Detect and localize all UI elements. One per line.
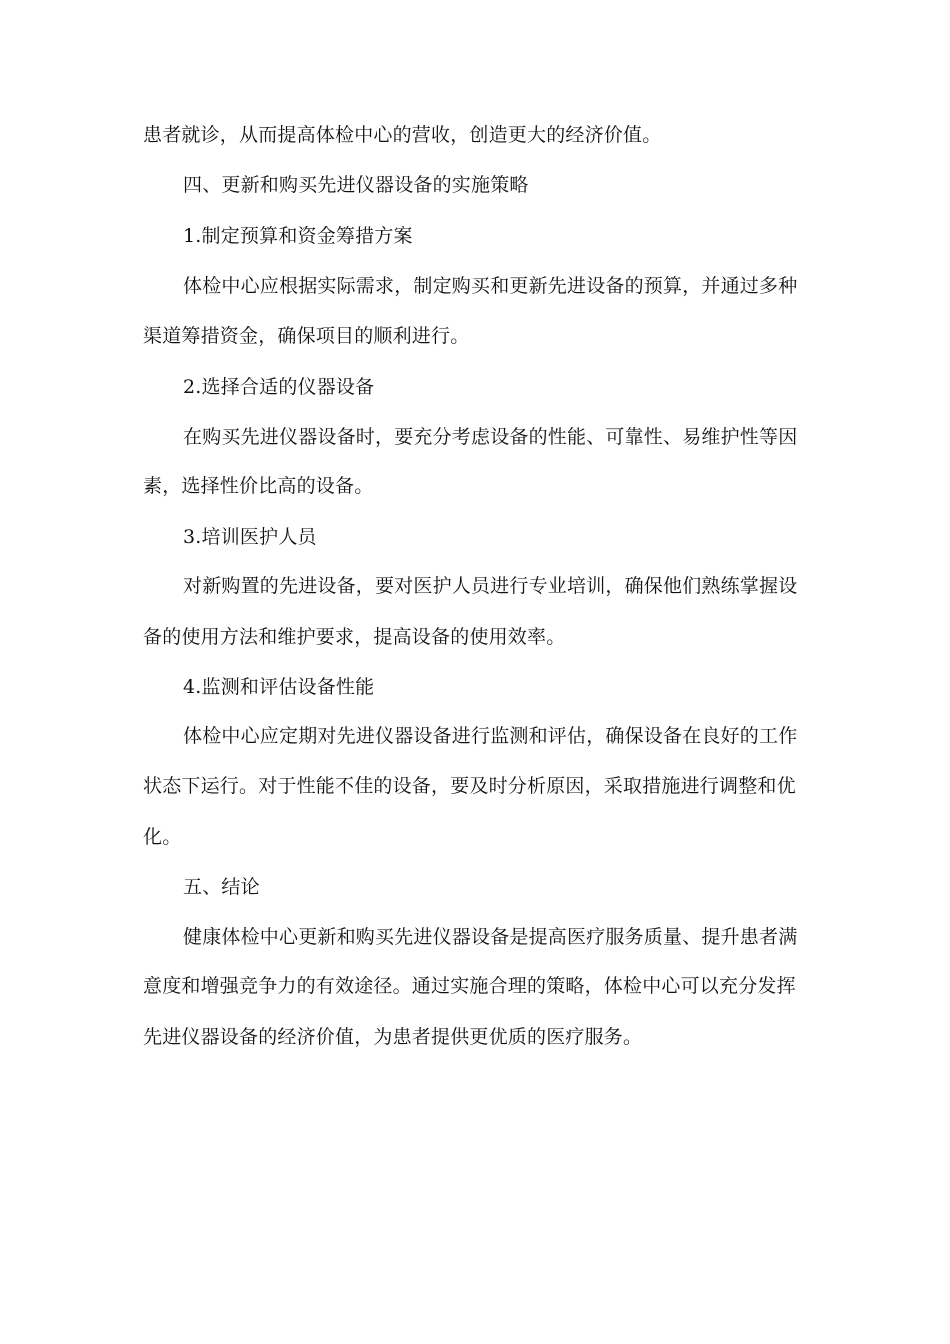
- paragraph-line: 体检中心应定期对先进仪器设备进行监测和评估，确保设备在良好的工作: [183, 725, 798, 747]
- paragraph-line: 备的使用方法和维护要求，提高设备的使用效率。: [143, 626, 566, 648]
- paragraph-line: 素，选择性价比高的设备。: [143, 475, 374, 497]
- subsection-heading: 3.培训医护人员: [183, 526, 317, 548]
- section-heading: 五、结论: [183, 876, 260, 898]
- paragraph-line: 对新购置的先进设备，要对医护人员进行专业培训，确保他们熟练掌握设: [183, 575, 798, 597]
- paragraph-line: 化。: [143, 826, 182, 848]
- subsection-heading: 2.选择合适的仪器设备: [183, 376, 375, 398]
- subsection-heading: 1.制定预算和资金筹措方案: [183, 225, 413, 247]
- subsection-heading: 4.监测和评估设备性能: [183, 676, 375, 698]
- paragraph-line: 患者就诊，从而提高体检中心的营收，创造更大的经济价值。: [143, 124, 662, 146]
- paragraph-line: 渠道筹措资金，确保项目的顺利进行。: [143, 325, 470, 347]
- paragraph-line: 先进仪器设备的经济价值，为患者提供更优质的医疗服务。: [143, 1026, 643, 1048]
- paragraph-line: 体检中心应根据实际需求，制定购买和更新先进设备的预算，并通过多种: [183, 275, 798, 297]
- section-heading: 四、更新和购买先进仪器设备的实施策略: [183, 174, 529, 196]
- paragraph-line: 健康体检中心更新和购买先进仪器设备是提高医疗服务质量、提升患者满: [183, 926, 798, 948]
- paragraph-line: 状态下运行。对于性能不佳的设备，要及时分析原因，采取措施进行调整和优: [143, 775, 796, 797]
- paragraph-line: 意度和增强竞争力的有效途径。通过实施合理的策略，体检中心可以充分发挥: [143, 975, 796, 997]
- paragraph-line: 在购买先进仪器设备时，要充分考虑设备的性能、可靠性、易维护性等因: [183, 426, 798, 448]
